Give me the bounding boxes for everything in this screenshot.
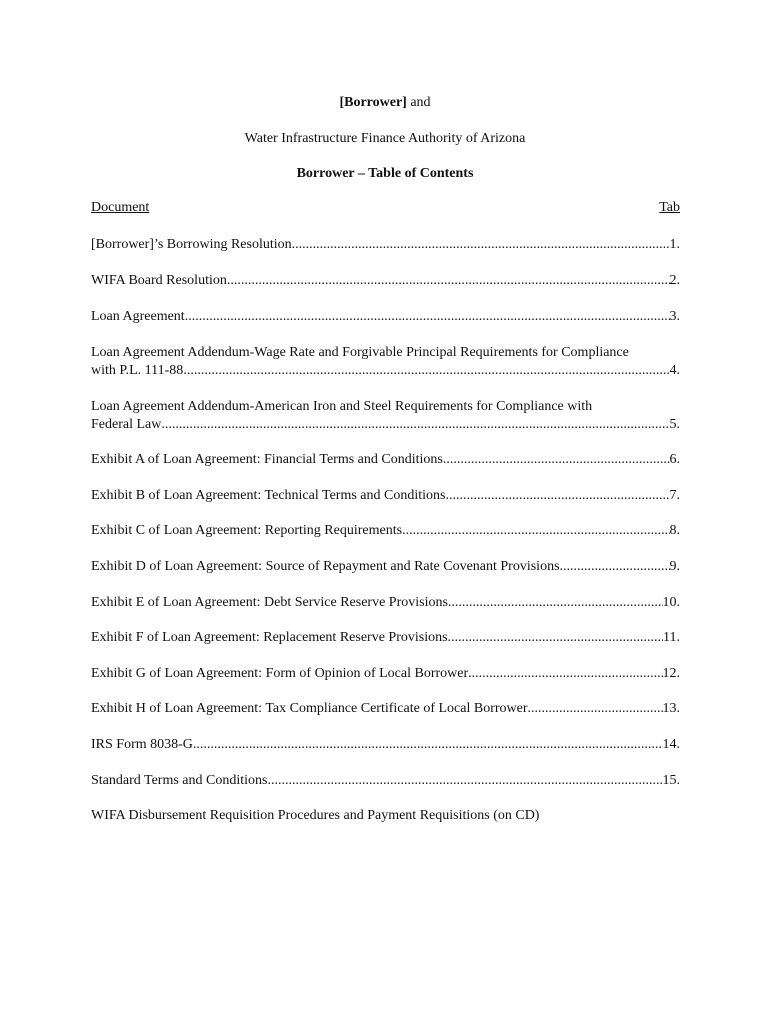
toc-entry-tab: 7. bbox=[669, 488, 680, 503]
toc-entry-title: Exhibit B of Loan Agreement: Technical Terms and Conditions bbox=[91, 488, 446, 503]
toc-entry bbox=[91, 236, 680, 254]
toc-title: Borrower – Table of Contents bbox=[296, 166, 474, 181]
leader-dots bbox=[185, 308, 670, 326]
leader-dots bbox=[402, 522, 669, 540]
leader-dots bbox=[528, 700, 663, 718]
leader-dots bbox=[445, 487, 669, 505]
toc-entry-title: Exhibit D of Loan Agreement: Source of Repayment and Rate Covenant Provisions bbox=[91, 559, 560, 574]
leader-dots bbox=[161, 416, 669, 434]
toc-entry bbox=[91, 308, 680, 326]
authority-heading: Water Infrastructure Finance Authority of Arizona bbox=[244, 131, 526, 146]
toc-entry bbox=[91, 665, 680, 683]
toc-entry-tab: 8. bbox=[669, 523, 680, 538]
column-headers bbox=[91, 200, 680, 218]
toc-entry-tab: 10. bbox=[662, 595, 680, 610]
toc-entry bbox=[91, 700, 680, 718]
toc-entry bbox=[91, 594, 680, 612]
toc-entry bbox=[91, 772, 680, 790]
toc-entry-tab: 5. bbox=[669, 417, 680, 432]
toc-entry bbox=[91, 451, 680, 469]
toc-entry-title: with P.L. 111-88 bbox=[91, 363, 184, 378]
toc-entry-title: Exhibit E of Loan Agreement: Debt Service Reserve Provisions bbox=[91, 595, 448, 610]
toc-entry-title: WIFA Board Resolution bbox=[91, 273, 227, 288]
toc-entry-tab: 2. bbox=[669, 273, 680, 288]
toc-entry-title: Exhibit A of Loan Agreement: Financial Terms and Conditions bbox=[91, 452, 443, 467]
toc-entry bbox=[91, 522, 680, 540]
leader-dots bbox=[468, 665, 662, 683]
leader-dots bbox=[560, 558, 670, 576]
toc-entry-tab: 12. bbox=[662, 666, 680, 681]
toc-entry-tab: 6. bbox=[669, 452, 680, 467]
toc-entry-title: Loan Agreement bbox=[91, 309, 185, 324]
toc-entry-title-line1: Loan Agreement Addendum-American Iron and Steel Requirements for Compliance with bbox=[91, 399, 593, 414]
borrower-heading bbox=[0, 94, 770, 112]
borrower-placeholder: [Borrower] bbox=[339, 95, 407, 110]
toc-entry-title: Exhibit F of Loan Agreement: Replacement Reserve Provisions bbox=[91, 630, 448, 645]
toc-entry-tab: 14. bbox=[662, 737, 680, 752]
toc-entry-tab: 13. bbox=[662, 701, 680, 716]
leader-dots bbox=[443, 451, 670, 469]
and-word: and bbox=[406, 95, 431, 110]
leader-dots bbox=[292, 236, 670, 254]
toc-entry bbox=[91, 344, 680, 380]
toc-entry bbox=[91, 629, 680, 647]
toc-entry-title: Exhibit C of Loan Agreement: Reporting Requirements bbox=[91, 523, 403, 538]
toc-entry-title: Standard Terms and Conditions bbox=[91, 773, 268, 788]
toc-entry-title: Federal Law bbox=[91, 417, 162, 432]
document-column-header: Document bbox=[91, 200, 150, 215]
toc-entry-title: [Borrower]’s Borrowing Resolution bbox=[91, 237, 292, 252]
toc-entry-tab: 4. bbox=[669, 363, 680, 378]
tab-column-header: Tab bbox=[659, 200, 680, 215]
toc-entry-title: IRS Form 8038-G bbox=[91, 737, 193, 752]
toc-entry bbox=[91, 736, 680, 754]
toc-entry-tab: 15. bbox=[662, 773, 680, 788]
toc-entry-tab: 3. bbox=[669, 309, 680, 324]
toc-entry bbox=[91, 558, 680, 576]
leader-dots bbox=[183, 362, 669, 380]
toc-entry-tab: 11. bbox=[663, 630, 680, 645]
leader-dots bbox=[227, 272, 670, 290]
toc-entry bbox=[91, 398, 680, 434]
leader-dots bbox=[448, 629, 663, 647]
leader-dots bbox=[193, 736, 663, 754]
toc-entry-title: Exhibit H of Loan Agreement: Tax Compliance Certificate of Local Borrower bbox=[91, 701, 528, 716]
toc-entry-tab: 1. bbox=[669, 237, 680, 252]
leader-dots bbox=[448, 594, 663, 612]
toc-entry bbox=[91, 272, 680, 290]
final-note bbox=[91, 807, 680, 825]
final-note-text: WIFA Disbursement Requisition Procedures and Payment Requisitions (on CD) bbox=[91, 808, 540, 823]
toc-entry-title: Exhibit G of Loan Agreement: Form of Opinion of Local Borrower bbox=[91, 666, 469, 681]
toc-entry bbox=[91, 487, 680, 505]
leader-dots bbox=[267, 772, 662, 790]
toc-entry-tab: 9. bbox=[669, 559, 680, 574]
toc-entry-title-line1: Loan Agreement Addendum-Wage Rate and Forgivable Principal Requirements for Compliance bbox=[91, 345, 629, 360]
